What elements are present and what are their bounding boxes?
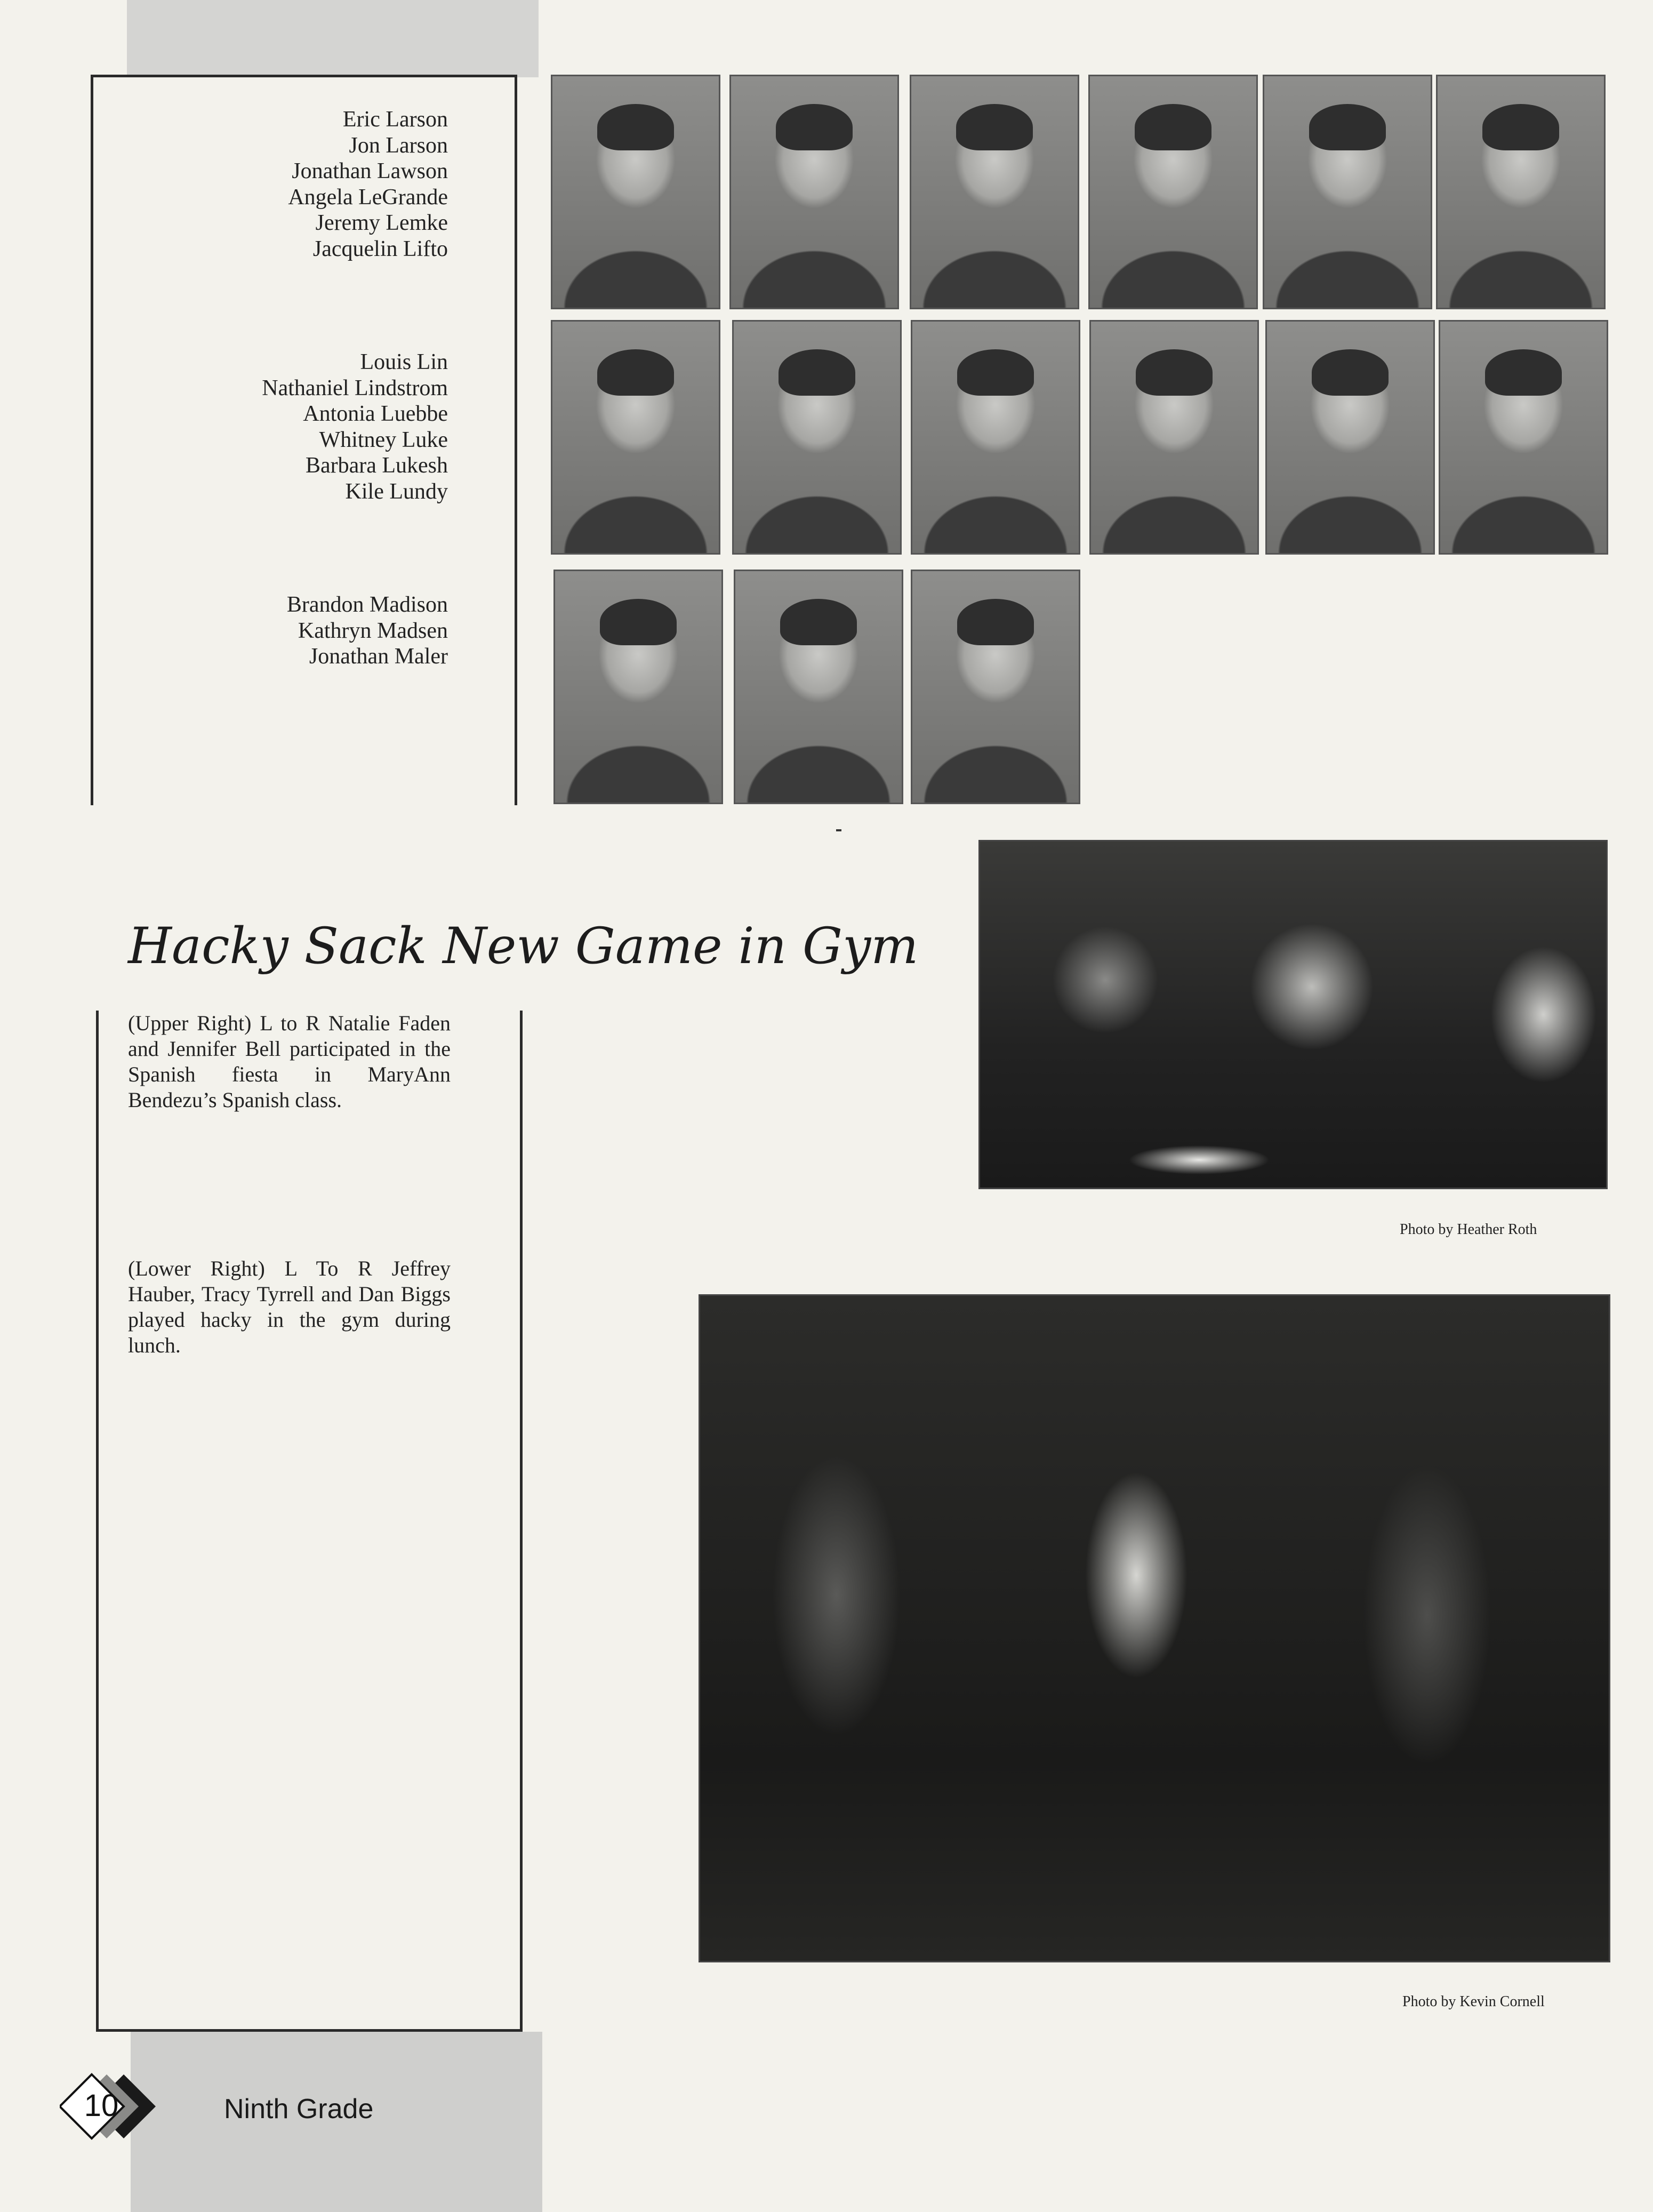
lower-photo-caption: (Lower Right) L To R Jeffrey Hauber, Tracy Tyrrell and Dan Biggs played hacky in the gym during lunch. (128, 1256, 451, 1357)
student-portrait (911, 320, 1080, 555)
student-name: Brandon Madison (286, 592, 448, 617)
hacky-sack-photo (699, 1294, 1610, 1962)
section-label: Ninth Grade (224, 2094, 374, 2125)
student-name: Kathryn Madsen (298, 618, 448, 643)
student-name: Antonia Luebbe (303, 402, 448, 426)
gray-band-top (127, 0, 539, 77)
student-portrait (1436, 75, 1606, 309)
page-number: 10 (84, 2088, 119, 2123)
student-name: Jeremy Lemke (315, 211, 448, 235)
student-name: Barbara Lukesh (305, 453, 448, 478)
student-name: Jonathan Maler (309, 644, 448, 669)
student-portrait (553, 570, 723, 804)
student-portrait (1265, 320, 1435, 555)
feature-headline: Hacky Sack New Game in Gym (128, 917, 919, 975)
student-portrait (551, 320, 720, 555)
student-name: Eric Larson (342, 107, 448, 132)
upper-photo-credit: Photo by Heather Roth (1400, 1221, 1537, 1238)
student-name: Jacquelin Lifto (312, 236, 448, 261)
student-portrait (732, 320, 902, 555)
caption-box (96, 1011, 523, 2032)
name-group-2 (75, 349, 448, 504)
student-portrait (1439, 320, 1608, 555)
print-mark (836, 829, 841, 831)
student-name: Jon Larson (349, 133, 448, 158)
student-portrait (1088, 75, 1258, 309)
student-name: Whitney Luke (319, 427, 448, 452)
student-portrait (1263, 75, 1432, 309)
lower-photo-credit: Photo by Kevin Cornell (1402, 1993, 1545, 2010)
names-box (91, 75, 517, 805)
student-name: Jonathan Lawson (292, 159, 448, 183)
student-portrait (734, 570, 903, 804)
name-group-1 (75, 107, 448, 262)
student-portrait (551, 75, 720, 309)
student-portrait (911, 570, 1080, 804)
student-name: Angela LeGrande (288, 185, 448, 210)
student-portrait (729, 75, 899, 309)
student-name: Kile Lundy (345, 479, 448, 504)
student-portrait (910, 75, 1079, 309)
upper-photo-caption: (Upper Right) L to R Natalie Faden and Jennifer Bell participated in the Spanish fiesta in MaryAnn Bendezu’s Spanish class. (128, 1011, 451, 1112)
name-group-3 (75, 592, 448, 670)
student-name: Nathaniel Lindstrom (262, 375, 448, 400)
spanish-fiesta-photo (978, 840, 1608, 1189)
student-name: Louis Lin (360, 350, 448, 374)
student-portrait (1089, 320, 1259, 555)
